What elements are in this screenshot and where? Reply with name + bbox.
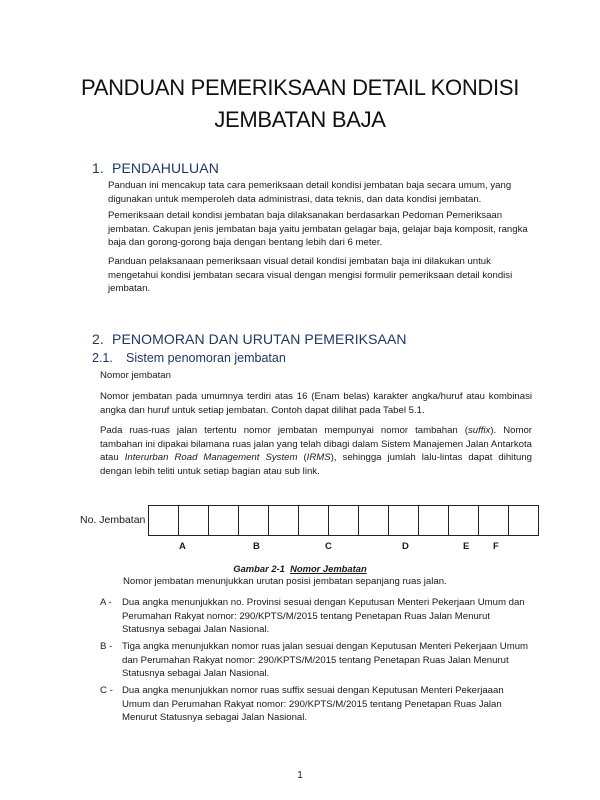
section-2-paragraph-2 bbox=[100, 424, 532, 478]
section-1-paragraph-1: Panduan ini mencakup tata cara pemeriksaan detail kondisi jembatan baja secara umum, yang digunakan untuk memperoleh data administrasi, data teknis, dan data kondisi jembatan. bbox=[108, 180, 512, 205]
list-item-marker: A - bbox=[100, 597, 112, 608]
section-2-heading bbox=[92, 331, 407, 347]
number-box bbox=[358, 505, 389, 536]
segment-letter: A bbox=[179, 541, 186, 552]
title-line-1: PANDUAN PEMERIKSAAN DETAIL KONDISI bbox=[80, 75, 520, 100]
number-box bbox=[388, 505, 419, 536]
number-box bbox=[208, 505, 239, 536]
para2-irms: Interurban Road Management System bbox=[124, 452, 298, 464]
segment-letter: F bbox=[493, 541, 499, 552]
list-item-marker: C - bbox=[100, 685, 113, 696]
section-1-paragraph-3: Panduan pelaksanaan pemeriksaan visual detail kondisi jembatan baja ini dilakukan untuk mengetahui kondisi jembatan secara visual dengan mengisi formulir pemeriksaan detail kondisi jembatan. bbox=[108, 256, 513, 295]
caption-title: Nomor Jembatan bbox=[290, 563, 367, 574]
subsection-2-1-heading bbox=[92, 351, 286, 365]
document-title bbox=[40, 72, 560, 136]
list-item-marker: B - bbox=[100, 641, 113, 652]
para2-irms-abbr: IRMS bbox=[306, 452, 331, 464]
number-box bbox=[418, 505, 449, 536]
nomor-jembatan-label: Nomor jembatan bbox=[100, 370, 171, 381]
section-1-heading bbox=[92, 160, 219, 176]
number-box bbox=[148, 505, 179, 536]
section-1-title: PENDAHULUAN bbox=[112, 160, 219, 176]
para2-part-d: ), sehingga jumlah lalu-lintas dapat dihitung dengan lebih teliti untuk setiap bagian atau sub link. bbox=[100, 452, 532, 477]
number-box bbox=[508, 505, 539, 536]
segment-letter: E bbox=[463, 541, 470, 552]
figure-note: Nomor jembatan menunjukkan urutan posisi jembatan sepanjang ruas jalan. bbox=[123, 576, 447, 587]
number-box bbox=[268, 505, 299, 536]
segment-letter: B bbox=[253, 541, 260, 552]
figure-row-label: No. Jembatan bbox=[80, 514, 146, 526]
subsection-title: Sistem penomoran jembatan bbox=[126, 351, 286, 365]
section-2-paragraph-1: Nomor jembatan pada umumnya terdiri atas 16 (Enam belas) karakter angka/huruf atau kombinasi angka dan huruf untuk setiap jembatan. Contoh dapat dilihat pada Tabel 5.1. bbox=[100, 391, 532, 416]
number-box bbox=[448, 505, 479, 536]
list-item-text: Tiga angka menunjukkan nomor ruas jalan sesuai dengan Keputusan Menteri Pekerjaan Umum dan Perumahan Rakyat nomor: 290/KPTS/M/2015 tentang Penetapan Ruas Jalan Menurut Statusnya sebagai Jalan Nasional. bbox=[122, 641, 529, 680]
bridge-number-boxes bbox=[148, 505, 538, 536]
section-2-title: PENOMORAN DAN URUTAN PEMERIKSAAN bbox=[112, 331, 407, 347]
number-box bbox=[478, 505, 509, 536]
number-box bbox=[178, 505, 209, 536]
para2-part-c: ( bbox=[297, 452, 307, 464]
title-line-2: JEMBATAN BAJA bbox=[214, 107, 386, 132]
page-number: 1 bbox=[297, 770, 303, 781]
caption-prefix: Gambar 2-1 bbox=[233, 563, 285, 574]
number-box bbox=[298, 505, 329, 536]
figure-caption bbox=[0, 563, 600, 574]
number-box bbox=[328, 505, 359, 536]
list-item-text: Dua angka menunjukkan no. Provinsi sesuai dengan Keputusan Menteri Pekerjaan Umum dan Perumahan Rakyat nomor: 290/KPTS/M/2015 tentang Penetapan Ruas Jalan Menurut Statusnya sebagai Jalan Nasional. bbox=[122, 597, 525, 636]
para2-suffix: suffix bbox=[467, 425, 491, 436]
number-box bbox=[238, 505, 269, 536]
list-item-text: Dua angka menunjukkan nomor ruas suffix sesuai dengan Keputusan Menteri Pekerjaaan Umum dan Perumahan Rakyat nomor: 290/KPTS/M/2015 tentang Penetapan Ruas Jalan Menurut Statusnya sebagai Jalan Nasional. bbox=[122, 685, 504, 724]
section-2-number: 2. bbox=[92, 331, 104, 347]
para2-part-a: Pada ruas-ruas jalan tertentu nomor jembatan mempunyai nomor tambahan ( bbox=[100, 425, 468, 436]
subsection-number: 2.1. bbox=[92, 351, 113, 365]
segment-letter: D bbox=[402, 541, 409, 552]
section-1-paragraph-2: Pemeriksaan detail kondisi jembatan baja dilaksanakan berdasarkan Pedoman Pemeriksaan jembatan. Cakupan jenis jembatan baja yaitu jembatan gelagar baja, gelajar baja komposit, rangka baja dan gorong-gorong baja dengan bentang lebih dari 6 meter. bbox=[108, 210, 528, 249]
para2-part-b: ). Nomor tambahan ini dipakai bilamana ruas jalan yang telah dibagi dalam Sistem Manajemen Jalan Antarkota atau bbox=[100, 425, 532, 464]
segment-letter: C bbox=[325, 541, 332, 552]
section-1-number: 1. bbox=[92, 160, 104, 176]
